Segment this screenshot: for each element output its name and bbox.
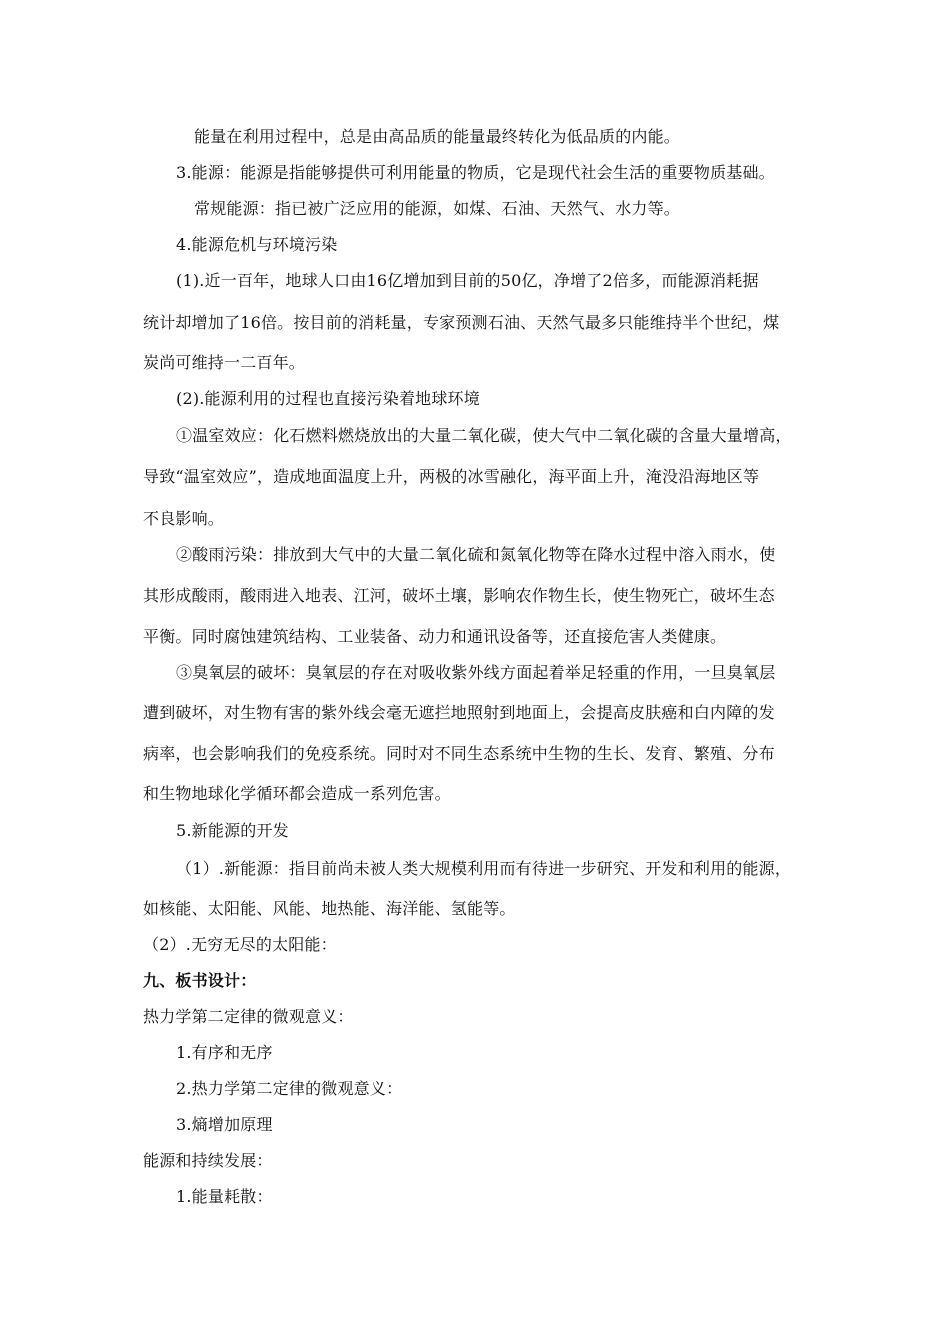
text-line: ②酸雨污染：排放到大气中的大量二氧化硫和氮氧化物等在降水过程中溶入雨水，使	[176, 545, 776, 564]
text-line: 能源和持续发展：	[143, 1151, 273, 1170]
text-line: 和生物地球化学循环都会造成一系列危害。	[143, 784, 451, 803]
text-line: ③臭氧层的破坏：臭氧层的存在对吸收紫外线方面起着举足轻重的作用，一旦臭氧层	[176, 663, 776, 682]
text-line: 不良影响。	[143, 509, 225, 528]
text-line: 如核能、太阳能、风能、地热能、海洋能、氢能等。	[143, 899, 516, 918]
text-line: 1.能量耗散：	[176, 1187, 273, 1206]
text-line: 2.热力学第二定律的微观意义：	[176, 1079, 403, 1098]
text-line: 统计却增加了16倍。按目前的消耗量，专家预测石油、天然气最多只能维持半个世纪，煤	[143, 313, 780, 332]
text-line: 常规能源：指已被广泛应用的能源，如煤、石油、天然气、水力等。	[194, 199, 681, 218]
text-line: 1.有序和无序	[176, 1043, 273, 1062]
text-line: (1).近一百年，地球人口由16亿增加到目前的50亿，净增了2倍多，而能源消耗据	[176, 271, 759, 290]
text-line: 3.能源：能源是指能够提供可利用能量的物质，它是现代社会生活的重要物质基础。	[176, 163, 775, 182]
text-line: 病率，也会影响我们的免疫系统。同时对不同生态系统中生物的生长、发育、繁殖、分布	[143, 744, 775, 763]
text-line: 其形成酸雨，酸雨进入地表、江河，破坏土壤，影响农作物生长，使生物死亡，破坏生态	[143, 586, 775, 605]
text-line: 4.能源危机与环境污染	[176, 235, 338, 254]
text-line: 热力学第二定律的微观意义：	[143, 1007, 354, 1026]
section-heading: 九、板书设计：	[143, 971, 257, 990]
text-line: （2）.无穷无尽的太阳能：	[143, 935, 337, 954]
text-line: ①温室效应：化石燃料燃烧放出的大量二氧化碳，使大气中二氧化碳的含量大量增高，	[176, 426, 792, 445]
text-line: 遭到破坏，对生物有害的紫外线会毫无遮拦地照射到地面上，会提高皮肤癌和白内障的发	[143, 703, 775, 722]
text-line: 能量在利用过程中，总是由高品质的能量最终转化为低品质的内能。	[194, 127, 681, 146]
text-line: 平衡。同时腐蚀建筑结构、工业装备、动力和通讯设备等，还直接危害人类健康。	[143, 627, 727, 646]
text-line: (2).能源利用的过程也直接污染着地球环境	[176, 389, 480, 408]
text-line: 3.熵增加原理	[176, 1115, 273, 1134]
text-line: 5.新能源的开发	[176, 821, 289, 840]
text-line: 导致“温室效应”，造成地面温度上升，两极的冰雪融化，海平面上升，淹没沿海地区等	[143, 467, 760, 486]
text-line: 炭尚可维持一二百年。	[143, 353, 306, 372]
text-line: （1）.新能源：指目前尚未被人类大规模利用而有待进一步研究、开发和利用的能源，	[176, 859, 792, 878]
